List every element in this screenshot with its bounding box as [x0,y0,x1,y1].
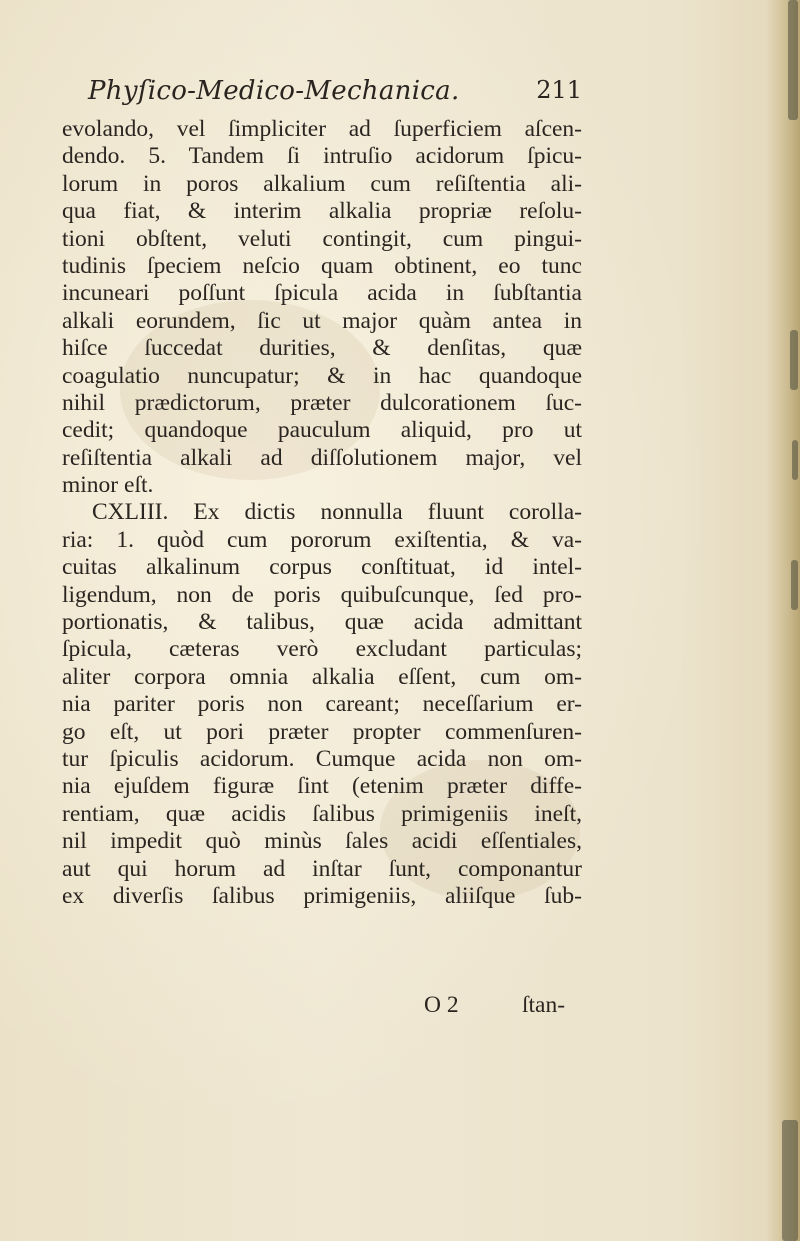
text-line: nia pariter poris non careant; neceſſarium er- [62,691,582,718]
signature-mark: O 2 [424,992,459,1018]
text-line: ligendum, non de poris quibuſcunque, ſed pro- [62,581,582,608]
text-line: nia ejuſdem figuræ ſint (etenim præter diffe- [62,773,582,800]
body-text [62,116,582,910]
text-line: coagulatio nuncupatur; & in hac quandoque [62,362,582,389]
paragraph-start-line: CXLIII. Ex dictis nonnulla fluunt corolla- [92,499,582,526]
text-line: portionatis, & talibus, quæ acida admittant [62,609,582,636]
binding-shadow [788,0,798,120]
binding-shadow [790,330,798,390]
text-line: incuneari poſſunt ſpicula acida in ſubſtantia [62,280,582,307]
text-line: aliter corpora omnia alkalia eſſent, cum om- [62,663,582,690]
text-line: nil impedit quò minùs ſales acidi eſſentiales, [62,828,582,855]
text-line: ria: 1. quòd cum pororum exiſtentia, & va- [62,526,582,553]
binding-edge [766,0,800,1241]
page-number: 211 [536,76,582,104]
text-line: tioni obſtent, veluti contingit, cum pingui- [62,225,582,252]
text-line: hiſce ſuccedat durities, & denſitas, quæ [62,335,582,362]
binding-shadow [782,1120,798,1241]
running-header [88,76,582,116]
footer-line [62,992,582,1022]
text-line: cedit; quandoque pauculum aliquid, pro ut [62,417,582,444]
catchword: ſtan- [522,992,566,1018]
text-line: evolando, vel ſimpliciter ad ſuperficiem aſcen- [62,116,582,142]
binding-shadow [791,560,798,610]
text-line: go eſt, ut pori præter propter commenſuren- [62,718,582,745]
text-line: tudinis ſpeciem neſcio quam obtinent, eo tunc [62,252,582,279]
text-line: minor eſt. [62,472,154,499]
text-line: cuitas alkalinum corpus conſtituat, id intel- [62,554,582,581]
text-line: dendo. 5. Tandem ſi intruſio acidorum ſpicu- [62,143,582,170]
text-line: alkali eorundem, ſic ut major quàm antea in [62,307,582,334]
text-line: lorum in poros alkalium cum reſiſtentia ali- [62,170,582,197]
running-title: Phyſico-Medico-Mechanica. [88,76,460,106]
text-line: ſpicula, cæteras verò excludant particulas; [62,636,582,663]
text-line: qua fiat, & interim alkalia propriæ reſolu- [62,198,582,225]
text-line: ex diverſis ſalibus primigeniis, aliiſque ſub- [62,882,582,909]
text-line: tur ſpiculis acidorum. Cumque acida non om- [62,745,582,772]
text-line: aut qui horum ad inſtar ſunt, componantur [62,855,582,882]
text-line: nihil prædictorum, præter dulcorationem ſuc- [62,389,582,416]
binding-shadow [792,440,798,480]
text-line: reſiſtentia alkali ad diſſolutionem major, vel [62,444,582,471]
text-line: rentiam, quæ acidis ſalibus primigeniis ineſt, [62,800,582,827]
